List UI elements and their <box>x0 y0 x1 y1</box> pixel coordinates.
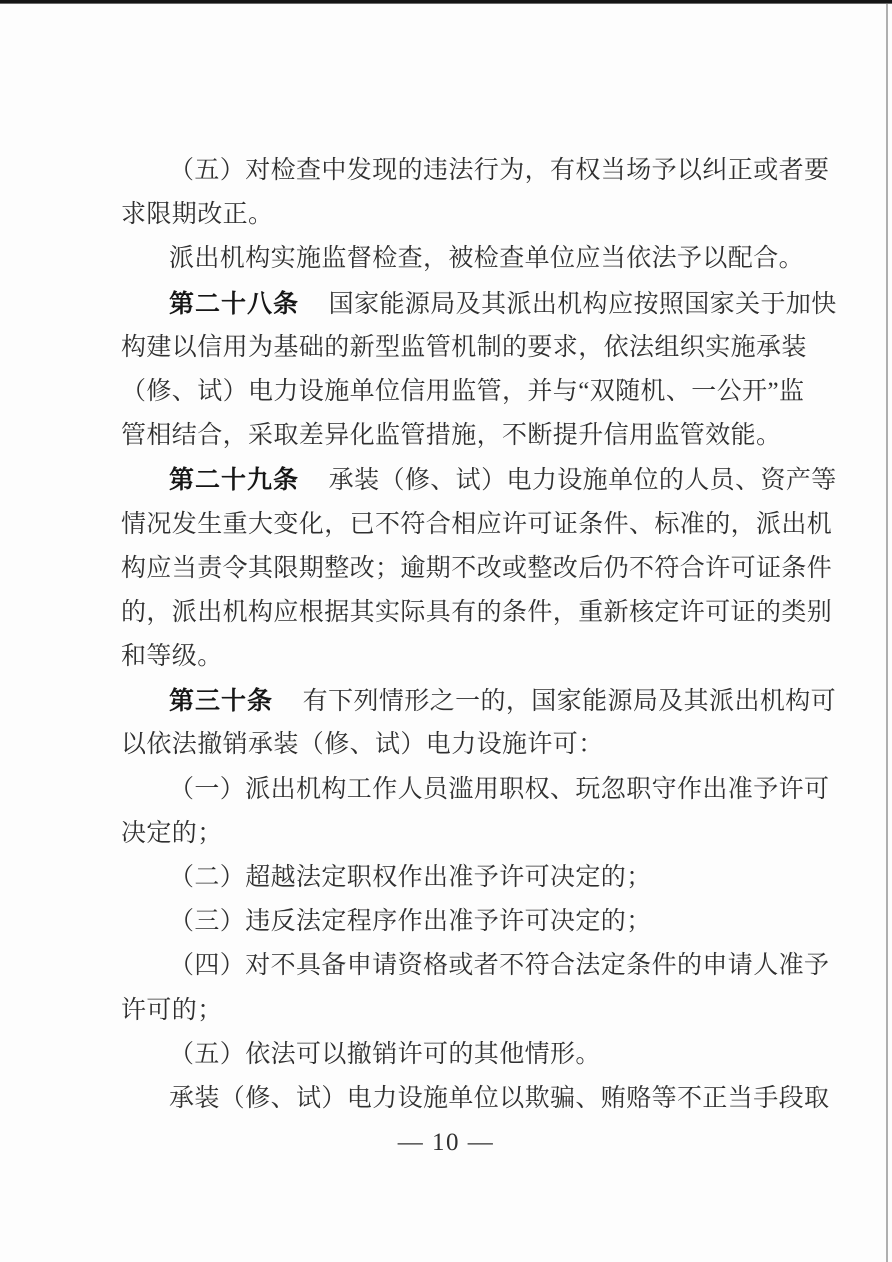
line-text: （四）对不具备申请资格或者不符合法定条件的申请人准予 <box>169 952 830 980</box>
line-text: 许可的； <box>121 996 223 1024</box>
document-line <box>121 900 835 944</box>
line-text: 以依法撤销承装（修、试）电力设施许可： <box>121 731 604 759</box>
document-line <box>121 989 835 1033</box>
document-line <box>121 237 835 281</box>
line-text: 的，派出机构应根据其实际具有的条件，重新核定许可证的类别 <box>121 598 833 626</box>
document-line <box>121 812 835 856</box>
page-number: — 10 — <box>397 1129 495 1156</box>
line-text: 派出机构实施监督检查，被检查单位应当依法予以配合。 <box>169 245 805 273</box>
document-line <box>121 547 835 591</box>
line-text: （修、试）电力设施单位信用监管，并与“双随机、一公开”监 <box>121 377 805 405</box>
document-line <box>121 679 835 723</box>
line-text: 求限期改正。 <box>121 201 274 229</box>
article-term: 第三十条 <box>169 687 274 716</box>
line-text: （五）依法可以撤销许可的其他情形。 <box>169 1040 601 1068</box>
document-line <box>121 1033 835 1077</box>
article-term: 第二十八条 <box>169 289 300 318</box>
line-text: 决定的； <box>121 819 223 847</box>
line-text: 承装（修、试）电力设施单位以欺骗、贿赂等不正当手段取 <box>169 1084 830 1112</box>
document-body <box>121 149 835 1121</box>
line-text: 构应当责令其限期整改；逾期不改或整改后仍不符合许可证条件 <box>121 554 833 582</box>
page-footer <box>0 1120 892 1165</box>
document-line <box>121 503 835 547</box>
document-line <box>121 326 835 370</box>
line-text: 构建以信用为基础的新型监管机制的要求，依法组织实施承装 <box>121 333 807 361</box>
document-line <box>121 282 835 326</box>
page-top-edge-line <box>0 0 892 4</box>
line-text: （一）派出机构工作人员滥用职权、玩忽职守作出准予许可 <box>169 775 830 803</box>
document-line <box>121 856 835 900</box>
line-text: 和等级。 <box>121 643 223 671</box>
document-line <box>121 723 835 767</box>
page-right-edge-line <box>886 4 888 1262</box>
line-text: （五）对检查中发现的违法行为，有权当场予以纠正或者要 <box>169 157 830 184</box>
line-text: 有下列情形之一的，国家能源局及其派出机构可 <box>302 688 837 716</box>
document-line <box>121 591 835 635</box>
line-text: （二）超越法定职权作出准予许可决定的； <box>169 864 652 891</box>
document-line <box>121 370 835 414</box>
article-term: 第二十九条 <box>169 466 300 495</box>
document-line <box>121 635 835 679</box>
line-text: 情况发生重大变化，已不符合相应许可证条件、标准的，派出机 <box>121 510 833 538</box>
document-line <box>121 768 835 812</box>
document-line <box>121 193 835 237</box>
document-line <box>121 414 835 458</box>
line-text: 承装（修、试）电力设施单位的人员、资产等 <box>328 467 837 495</box>
document-line <box>121 1077 835 1121</box>
document-line <box>121 149 835 193</box>
line-text: 国家能源局及其派出机构应按照国家关于加快 <box>328 290 837 318</box>
line-text: （三）违反法定程序作出准予许可决定的； <box>169 908 652 936</box>
document-line <box>121 944 835 988</box>
line-text: 管相结合，采取差异化监管措施，不断提升信用监管效能。 <box>121 422 782 450</box>
document-line <box>121 458 835 502</box>
